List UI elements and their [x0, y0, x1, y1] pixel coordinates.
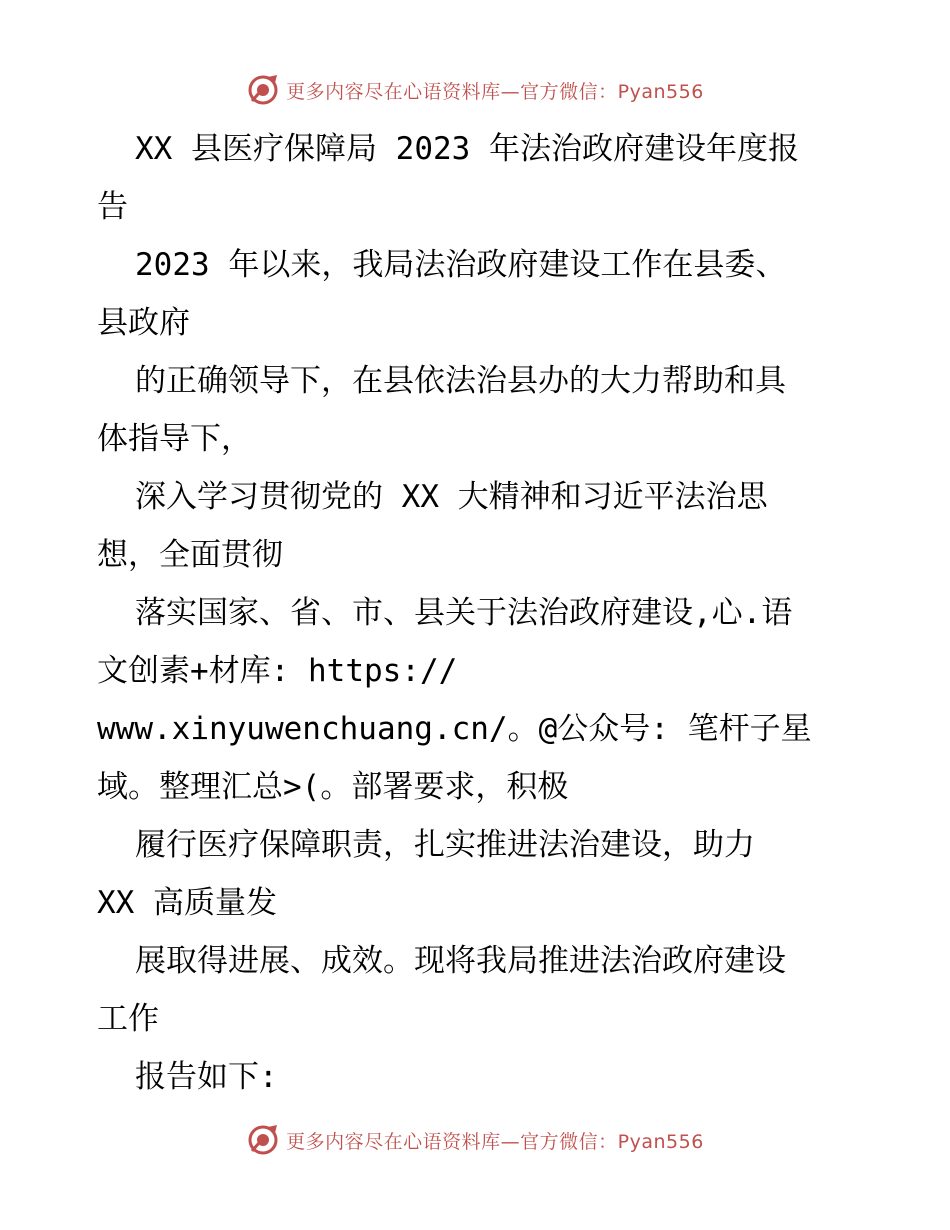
- paragraph-line: www.xinyuwenchuang.cn/。@公众号: 笔杆子星: [97, 711, 812, 747]
- footer-banner-text: 更多内容尽在心语资料库—官方微信：Pyan556: [286, 1130, 704, 1153]
- doc-title-line-1: XX 县医疗保障局 2023 年法治政府建设年度报: [135, 131, 799, 167]
- doc-title-line-2: 告: [97, 189, 128, 225]
- pen-circle-logo-icon: [246, 73, 280, 107]
- header-banner: [0, 70, 950, 110]
- paragraph-line: 履行医疗保障职责，扎实推进法治建设，助力: [135, 827, 755, 863]
- paragraph-line: 想，全面贯彻: [97, 537, 283, 573]
- paragraph-line: 文创素+材库: https://: [97, 653, 458, 689]
- pen-circle-logo-icon: [246, 1123, 280, 1157]
- paragraph-line: 落实国家、省、市、县关于法治政府建设,心.语: [135, 595, 793, 631]
- paragraph-line: 域。整理汇总>(。部署要求，积极: [97, 769, 569, 805]
- paragraph-line: 县政府: [97, 305, 190, 341]
- document-body: [97, 120, 857, 1106]
- paragraph-line: 工作: [97, 1001, 159, 1037]
- footer-banner: [0, 1120, 950, 1160]
- paragraph-line: XX 高质量发: [97, 885, 277, 921]
- paragraph-line: 的正确领导下，在县依法治县办的大力帮助和具: [135, 363, 786, 399]
- paragraph-line: 深入学习贯彻党的 XX 大精神和习近平法治思: [135, 479, 768, 515]
- paragraph-line: 体指导下，: [97, 421, 252, 457]
- paragraph-line: 2023 年以来，我局法治政府建设工作在县委、: [135, 247, 787, 283]
- header-banner-text: 更多内容尽在心语资料库—官方微信：Pyan556: [286, 80, 704, 103]
- paragraph-line: 报告如下:: [135, 1059, 278, 1095]
- paragraph-line: 展取得进展、成效。现将我局推进法治政府建设: [135, 943, 786, 979]
